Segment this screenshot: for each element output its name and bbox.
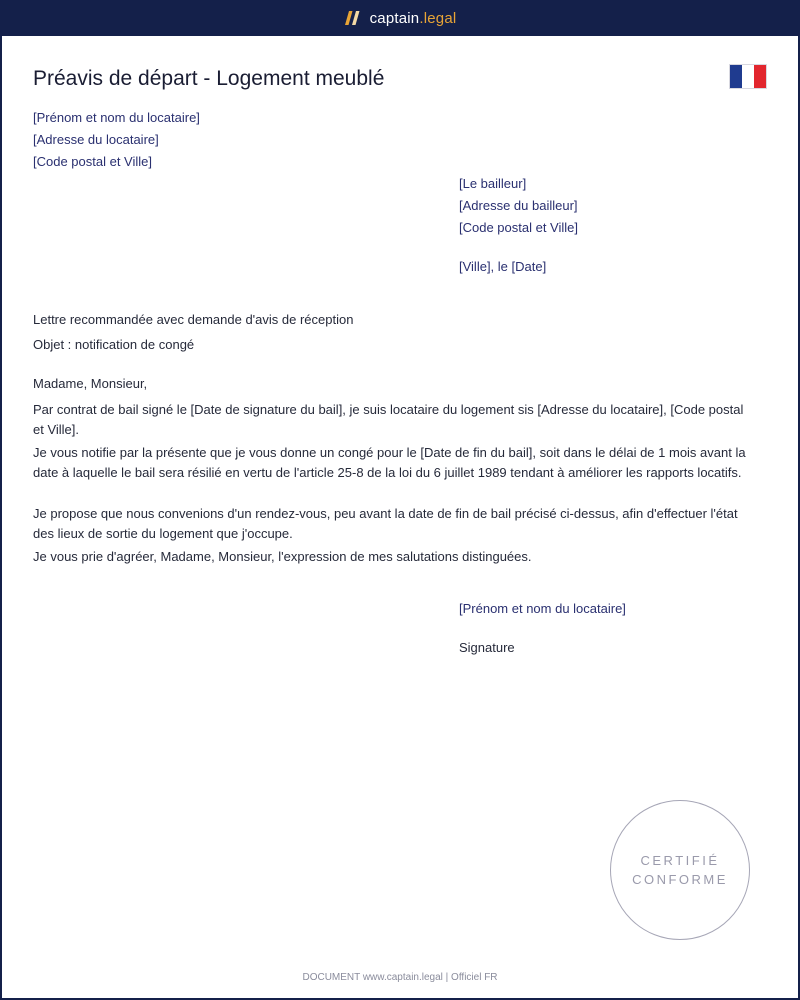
brand-name: captain.legal	[369, 9, 457, 27]
body-paragraph: Je vous notifie par la présente que je vous donne un congé pour le [Date de fin du bail], soit dans le délai de 1 mois avant la date à laquelle le bail sera résilié en vertu de l'article 25-8 de la loi du 6 juillet 1989 tendant à améliorer les rapports locatifs.	[33, 445, 746, 480]
tenant-name: [Prénom et nom du locataire]	[33, 110, 200, 125]
landlord-name: [Le bailleur]	[459, 176, 527, 191]
stamp-line-1: CERTIFIÉ	[640, 853, 720, 868]
document-page	[2, 36, 798, 998]
signature-label: Signature	[459, 640, 515, 655]
top-bar	[0, 0, 800, 36]
brand[interactable]	[0, 0, 800, 36]
flag-red-stripe	[754, 65, 766, 88]
place-date-line: [Ville], le [Date]	[459, 259, 547, 274]
stamp-line-2: CONFORME	[632, 872, 728, 887]
signature-name: [Prénom et nom du locataire]	[459, 601, 626, 616]
closing-paragraph: Je vous prie d'agréer, Madame, Monsieur, l'expression de mes salutations distinguées.	[33, 549, 532, 564]
salutation: Madame, Monsieur,	[33, 376, 148, 391]
tenant-address: [Adresse du locataire]	[33, 132, 159, 147]
document-title: Préavis de départ - Logement meublé	[33, 67, 385, 90]
flag-white-stripe	[742, 65, 754, 88]
body-paragraph: Par contrat de bail signé le [Date de signature du bail], je suis locataire du logement sis [Adresse du locataire], [Code postal et Ville].	[33, 402, 744, 437]
flag-blue-stripe	[730, 65, 742, 88]
tenant-city: [Code postal et Ville]	[33, 154, 152, 169]
french-flag-icon[interactable]	[729, 64, 767, 89]
landlord-address-block	[459, 173, 578, 239]
tenant-address-block	[33, 107, 200, 173]
delivery-mode: Lettre recommandée avec demande d'avis de réception	[33, 312, 354, 327]
certified-stamp	[610, 800, 750, 940]
landlord-city: [Code postal et Ville]	[459, 220, 578, 235]
footer-text: DOCUMENT www.captain.legal | Officiel FR	[302, 972, 498, 983]
subject-line: Objet : notification de congé	[33, 337, 195, 352]
landlord-address: [Adresse du bailleur]	[459, 198, 578, 213]
body-paragraph: Je propose que nous convenions d'un rendez-vous, peu avant la date de fin de bail précisé ci-dessus, afin d'effectuer l'état des lieux de sortie du logement que j'occupe.	[33, 506, 738, 541]
captain-logo-icon	[344, 10, 362, 26]
